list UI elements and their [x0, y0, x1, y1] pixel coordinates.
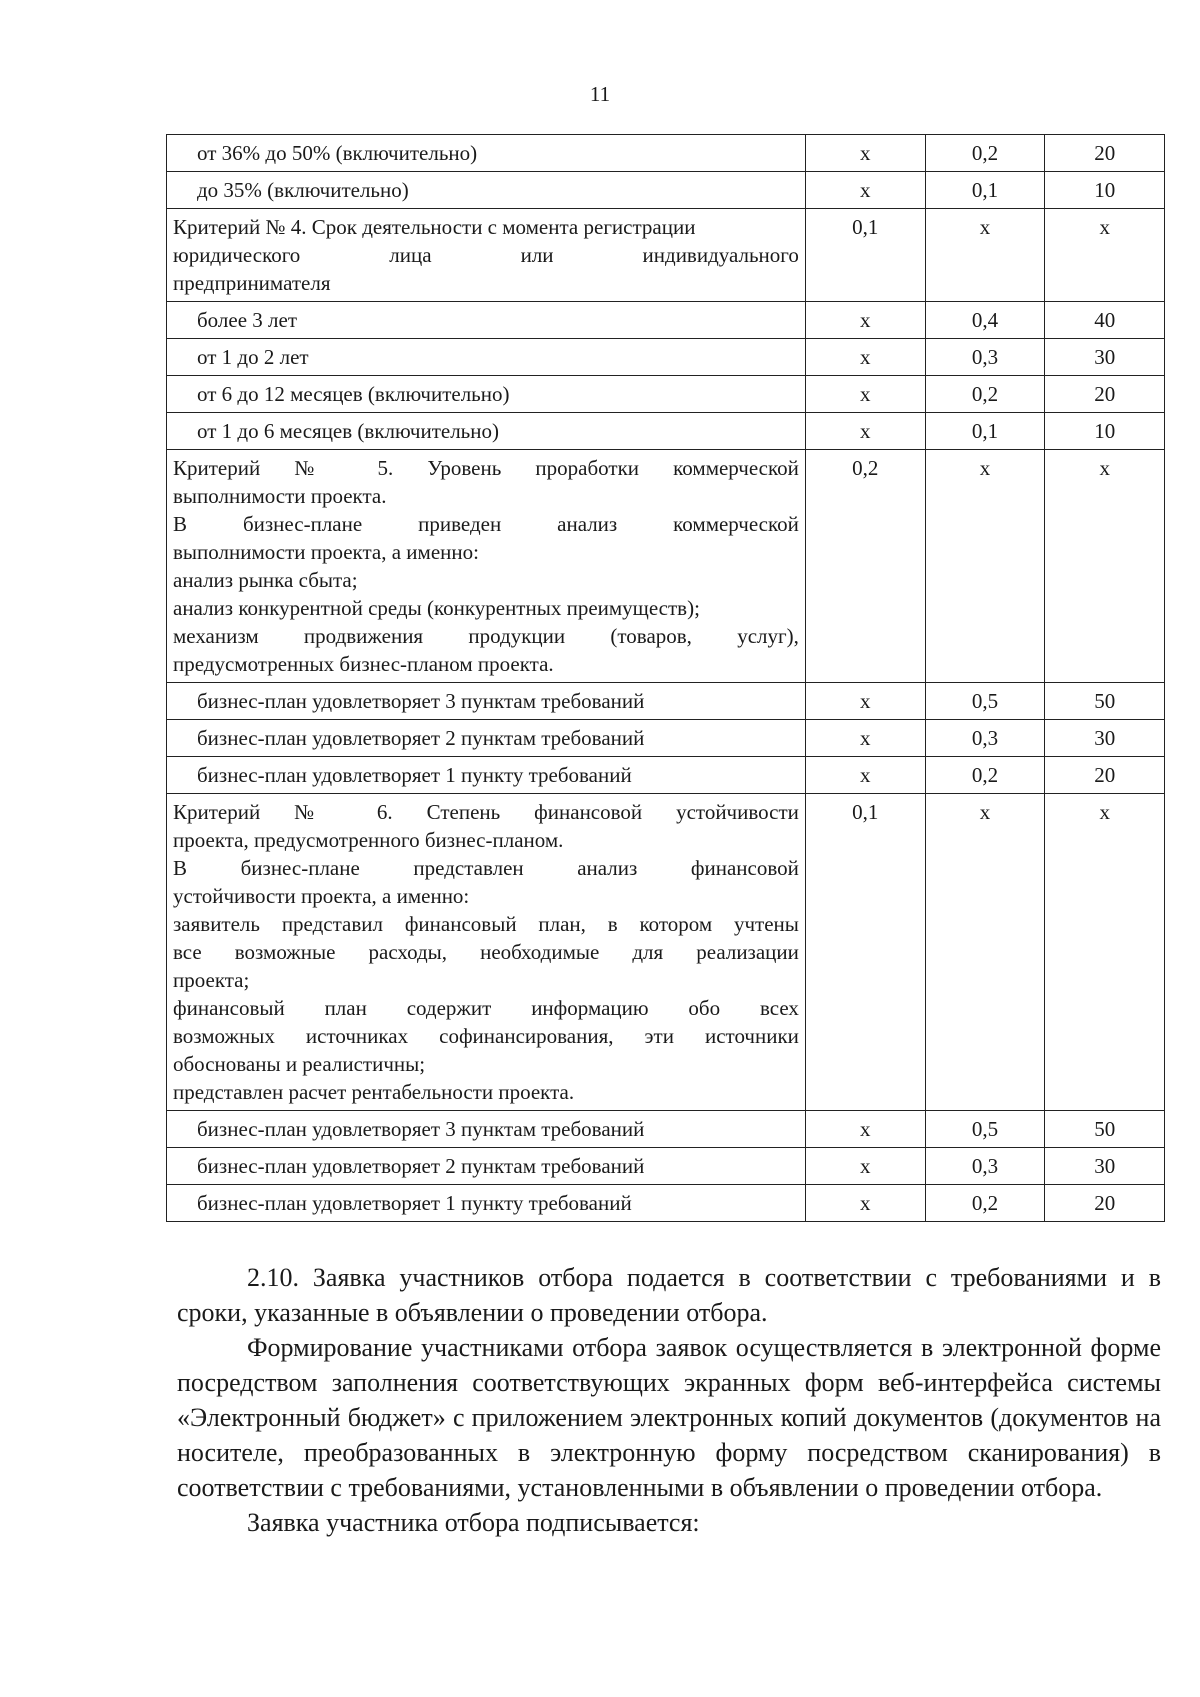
- criterion-line: В бизнес-плане приведен анализ коммерческой: [173, 512, 799, 536]
- option-row: [167, 720, 1165, 757]
- weight-cell: x: [805, 339, 925, 376]
- criteria-table-body: [167, 135, 1165, 1222]
- coefficient-cell: x: [925, 450, 1045, 683]
- option-label: бизнес-план удовлетворяет 2 пунктам требований: [167, 720, 806, 757]
- weight-cell: x: [805, 1148, 925, 1185]
- option-label: от 36% до 50% (включительно): [167, 135, 806, 172]
- weight-cell: x: [805, 302, 925, 339]
- score-cell: 20: [1045, 757, 1165, 794]
- score-cell: 30: [1045, 339, 1165, 376]
- score-cell: x: [1045, 794, 1165, 1111]
- criterion-line: устойчивости проекта, а именно:: [173, 884, 470, 908]
- paragraph-signing: Заявка участника отбора подписывается:: [247, 1508, 700, 1537]
- score-cell: 20: [1045, 1185, 1165, 1222]
- criteria-table: [166, 134, 1165, 1222]
- weight-cell: x: [805, 1185, 925, 1222]
- criterion-line: Критерий № 4. Срок деятельности с момента регистрации: [173, 215, 696, 239]
- criterion-description: [167, 209, 806, 302]
- criterion-line: предусмотренных бизнес-планом проекта.: [173, 652, 554, 676]
- option-label: от 6 до 12 месяцев (включительно): [167, 376, 806, 413]
- coefficient-cell: 0,3: [925, 720, 1045, 757]
- score-cell: 10: [1045, 172, 1165, 209]
- option-label: бизнес-план удовлетворяет 3 пунктам требований: [167, 1111, 806, 1148]
- coefficient-cell: 0,3: [925, 1148, 1045, 1185]
- coefficient-cell: 0,2: [925, 757, 1045, 794]
- criterion-line: заявитель представил финансовый план, в котором учтены: [173, 912, 799, 936]
- option-label: более 3 лет: [167, 302, 806, 339]
- weight-cell: x: [805, 683, 925, 720]
- criterion-row: [167, 209, 1165, 302]
- criterion-line: проекта;: [173, 968, 250, 992]
- weight-cell: x: [805, 1111, 925, 1148]
- coefficient-cell: x: [925, 794, 1045, 1111]
- criterion-line: юридического лица или индивидуального: [173, 243, 799, 267]
- criterion-line: все возможные расходы, необходимые для реализации: [173, 940, 799, 964]
- coefficient-cell: 0,4: [925, 302, 1045, 339]
- option-row: [167, 1111, 1165, 1148]
- option-row: [167, 1185, 1165, 1222]
- criterion-line: В бизнес-плане представлен анализ финансовой: [173, 856, 799, 880]
- coefficient-cell: 0,5: [925, 1111, 1045, 1148]
- criterion-row: [167, 450, 1165, 683]
- score-cell: 50: [1045, 1111, 1165, 1148]
- coefficient-cell: x: [925, 209, 1045, 302]
- criterion-line: обоснованы и реалистичны;: [173, 1052, 426, 1076]
- coefficient-cell: 0,2: [925, 376, 1045, 413]
- criterion-description: [167, 450, 806, 683]
- score-cell: x: [1045, 450, 1165, 683]
- criterion-line: проекта, предусмотренного бизнес-планом.: [173, 828, 564, 852]
- criterion-row: [167, 794, 1165, 1111]
- criterion-line: выполнимости проекта.: [173, 484, 387, 508]
- option-row: [167, 683, 1165, 720]
- option-row: [167, 172, 1165, 209]
- coefficient-cell: 0,1: [925, 172, 1045, 209]
- criterion-line: финансовый план содержит информацию обо всех: [173, 996, 799, 1020]
- body-text: [177, 1260, 1161, 1540]
- option-label: от 1 до 2 лет: [167, 339, 806, 376]
- page-number: 11: [589, 82, 611, 106]
- option-row: [167, 1148, 1165, 1185]
- weight-cell: x: [805, 757, 925, 794]
- option-row: [167, 135, 1165, 172]
- coefficient-cell: 0,5: [925, 683, 1045, 720]
- paragraph-submission-form: Формирование участниками отбора заявок осуществляется в электронной форме посредством заполнения соответствующих экранных форм веб-интерфейса системы «Электронный бюджет» с приложением электронных копий документов (документов на носителе, преобразованных в электронную форму посредством сканирования) в соответствии с требованиями, установленными в объявлении о проведении отбора.: [177, 1333, 1161, 1502]
- option-row: [167, 339, 1165, 376]
- weight-cell: 0,2: [805, 450, 925, 683]
- criterion-line: выполнимости проекта, а именно:: [173, 540, 479, 564]
- score-cell: 20: [1045, 135, 1165, 172]
- weight-cell: x: [805, 172, 925, 209]
- score-cell: 10: [1045, 413, 1165, 450]
- weight-cell: x: [805, 376, 925, 413]
- option-label: от 1 до 6 месяцев (включительно): [167, 413, 806, 450]
- weight-cell: x: [805, 720, 925, 757]
- coefficient-cell: 0,1: [925, 413, 1045, 450]
- coefficient-cell: 0,3: [925, 339, 1045, 376]
- score-cell: 20: [1045, 376, 1165, 413]
- option-row: [167, 757, 1165, 794]
- option-label: бизнес-план удовлетворяет 3 пунктам требований: [167, 683, 806, 720]
- option-label: бизнес-план удовлетворяет 1 пункту требований: [167, 1185, 806, 1222]
- paragraph-2-10: 2.10. Заявка участников отбора подается в соответствии с требованиями и в сроки, указанные в объявлении о проведении отбора.: [177, 1263, 1161, 1327]
- weight-cell: 0,1: [805, 794, 925, 1111]
- score-cell: 40: [1045, 302, 1165, 339]
- criterion-line: представлен расчет рентабельности проекта.: [173, 1080, 575, 1104]
- criterion-line: анализ рынка сбыта;: [173, 568, 358, 592]
- criterion-line: возможных источниках софинансирования, эти источники: [173, 1024, 799, 1048]
- criterion-line: предпринимателя: [173, 271, 331, 295]
- score-cell: 30: [1045, 720, 1165, 757]
- option-row: [167, 302, 1165, 339]
- option-label: бизнес-план удовлетворяет 2 пунктам требований: [167, 1148, 806, 1185]
- weight-cell: 0,1: [805, 209, 925, 302]
- option-label: до 35% (включительно): [167, 172, 806, 209]
- criterion-line: механизм продвижения продукции (товаров, услуг),: [173, 624, 799, 648]
- weight-cell: x: [805, 135, 925, 172]
- coefficient-cell: 0,2: [925, 1185, 1045, 1222]
- score-cell: 30: [1045, 1148, 1165, 1185]
- option-row: [167, 413, 1165, 450]
- criterion-line: Критерий № 5. Уровень проработки коммерческой: [173, 456, 799, 480]
- score-cell: x: [1045, 209, 1165, 302]
- weight-cell: x: [805, 413, 925, 450]
- coefficient-cell: 0,2: [925, 135, 1045, 172]
- criterion-line: Критерий № 6. Степень финансовой устойчивости: [173, 800, 799, 824]
- criterion-line: анализ конкурентной среды (конкурентных преимуществ);: [173, 596, 700, 620]
- score-cell: 50: [1045, 683, 1165, 720]
- criterion-description: [167, 794, 806, 1111]
- option-label: бизнес-план удовлетворяет 1 пункту требований: [167, 757, 806, 794]
- option-row: [167, 376, 1165, 413]
